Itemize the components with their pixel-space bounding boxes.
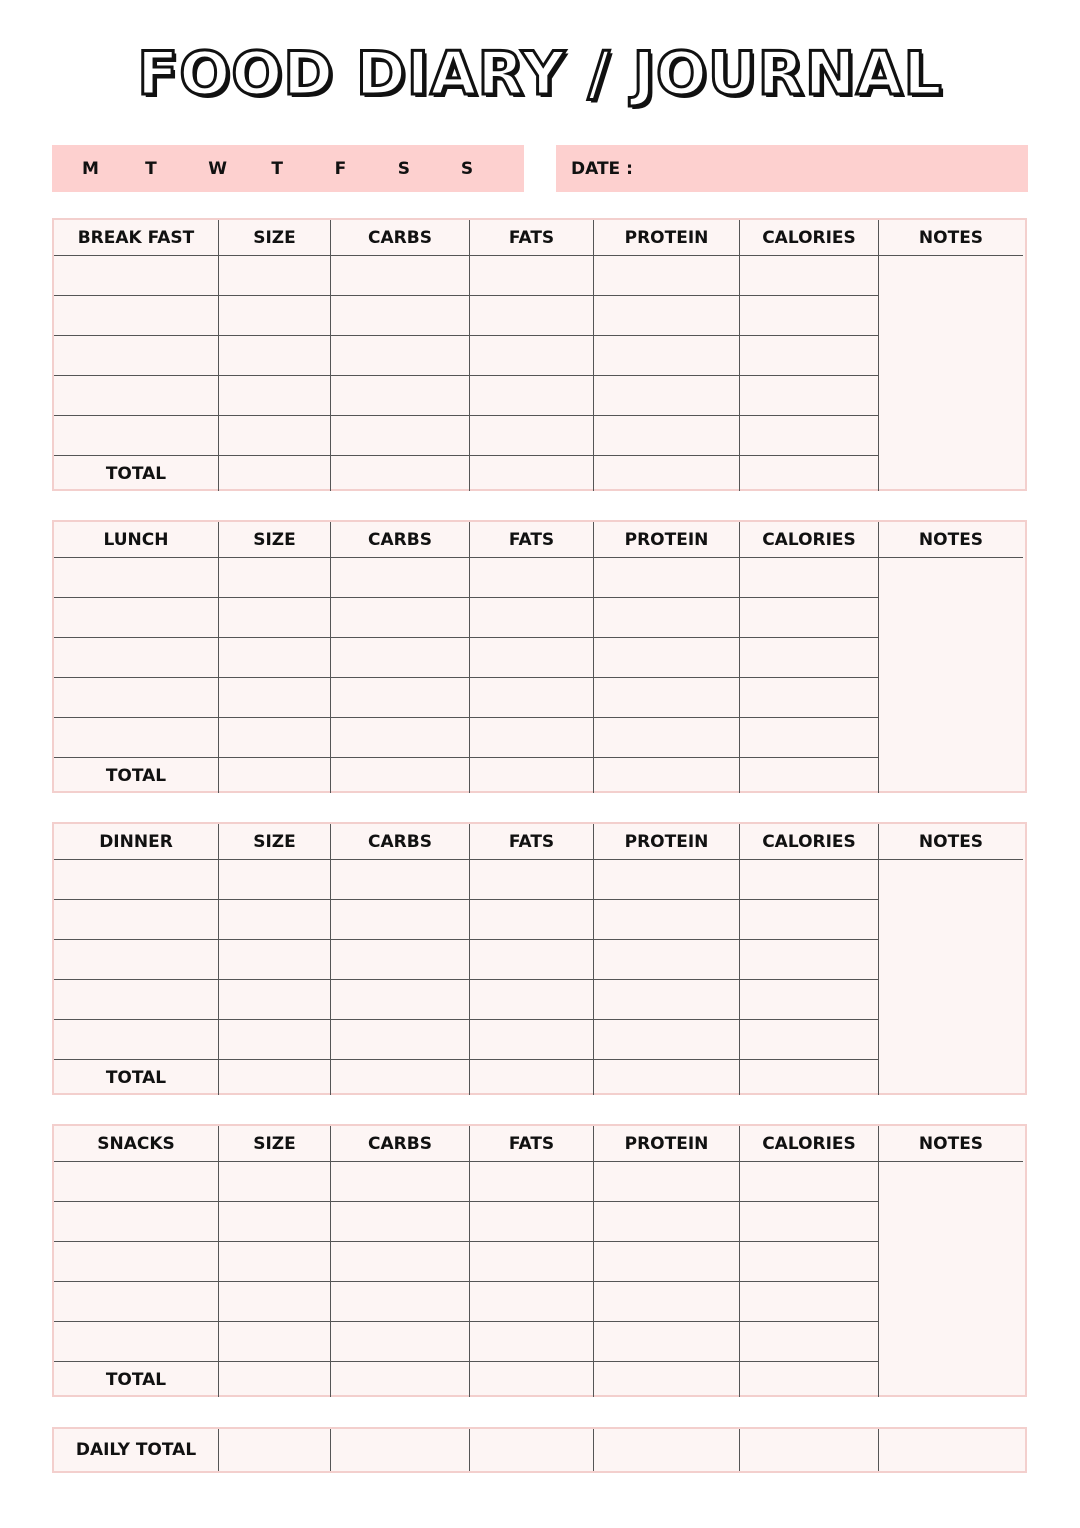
meal-name-header: DINNER bbox=[54, 824, 219, 860]
fats-cell[interactable] bbox=[470, 376, 594, 416]
protein-cell[interactable] bbox=[594, 1242, 740, 1282]
food-entry-cell[interactable] bbox=[54, 256, 219, 296]
protein-cell[interactable] bbox=[594, 678, 740, 718]
daily-total-notes-cell[interactable] bbox=[879, 1429, 1025, 1471]
column-header-fats: FATS bbox=[470, 824, 594, 860]
meal-grid bbox=[54, 522, 1023, 793]
food-entry-cell[interactable] bbox=[54, 638, 219, 678]
protein-cell[interactable] bbox=[594, 416, 740, 456]
calories-cell[interactable] bbox=[740, 1322, 879, 1362]
total-protein-cell[interactable] bbox=[594, 1060, 740, 1095]
food-entry-cell[interactable] bbox=[54, 678, 219, 718]
column-header-calories: CALORIES bbox=[740, 522, 879, 558]
day-monday[interactable]: M bbox=[82, 158, 99, 179]
column-header-notes: NOTES bbox=[879, 1126, 1023, 1162]
protein-cell[interactable] bbox=[594, 336, 740, 376]
calories-cell[interactable] bbox=[740, 900, 879, 940]
carbs-cell[interactable] bbox=[331, 376, 470, 416]
carbs-cell[interactable] bbox=[331, 1242, 470, 1282]
calories-cell[interactable] bbox=[740, 860, 879, 900]
carbs-cell[interactable] bbox=[331, 558, 470, 598]
total-fats-cell[interactable] bbox=[470, 456, 594, 491]
size-cell[interactable] bbox=[219, 1020, 331, 1060]
size-cell[interactable] bbox=[219, 900, 331, 940]
carbs-cell[interactable] bbox=[331, 678, 470, 718]
carbs-cell[interactable] bbox=[331, 1020, 470, 1060]
calories-cell[interactable] bbox=[740, 416, 879, 456]
food-entry-cell[interactable] bbox=[54, 336, 219, 376]
food-entry-cell[interactable] bbox=[54, 1202, 219, 1242]
total-size-cell[interactable] bbox=[219, 1362, 331, 1397]
daily-total-fats-cell[interactable] bbox=[470, 1429, 594, 1471]
calories-cell[interactable] bbox=[740, 598, 879, 638]
carbs-cell[interactable] bbox=[331, 336, 470, 376]
column-header-size: SIZE bbox=[219, 522, 331, 558]
protein-cell[interactable] bbox=[594, 376, 740, 416]
fats-cell[interactable] bbox=[470, 336, 594, 376]
column-header-calories: CALORIES bbox=[740, 824, 879, 860]
column-header-calories: CALORIES bbox=[740, 220, 879, 256]
fats-cell[interactable] bbox=[470, 1020, 594, 1060]
carbs-cell[interactable] bbox=[331, 900, 470, 940]
meal-table-lunch bbox=[52, 520, 1027, 793]
fats-cell[interactable] bbox=[470, 1322, 594, 1362]
fats-cell[interactable] bbox=[470, 678, 594, 718]
carbs-cell[interactable] bbox=[331, 860, 470, 900]
food-entry-cell[interactable] bbox=[54, 1162, 219, 1202]
total-carbs-cell[interactable] bbox=[331, 758, 470, 793]
column-header-calories: CALORIES bbox=[740, 1126, 879, 1162]
protein-cell[interactable] bbox=[594, 1322, 740, 1362]
meal-name-header: LUNCH bbox=[54, 522, 219, 558]
calories-cell[interactable] bbox=[740, 376, 879, 416]
column-header-protein: PROTEIN bbox=[594, 522, 740, 558]
meal-name-header: SNACKS bbox=[54, 1126, 219, 1162]
protein-cell[interactable] bbox=[594, 256, 740, 296]
fats-cell[interactable] bbox=[470, 1242, 594, 1282]
weekday-bar bbox=[52, 145, 524, 192]
page-title: FOOD DIARY / JOURNAL bbox=[137, 39, 943, 109]
size-cell[interactable] bbox=[219, 1282, 331, 1322]
protein-cell[interactable] bbox=[594, 1202, 740, 1242]
daily-total-label: DAILY TOTAL bbox=[54, 1429, 219, 1471]
meal-table-dinner bbox=[52, 822, 1027, 1095]
protein-cell[interactable] bbox=[594, 860, 740, 900]
food-entry-cell[interactable] bbox=[54, 598, 219, 638]
column-header-notes: NOTES bbox=[879, 220, 1023, 256]
calories-cell[interactable] bbox=[740, 1242, 879, 1282]
total-calories-cell[interactable] bbox=[740, 758, 879, 793]
total-label: TOTAL bbox=[54, 758, 219, 793]
column-header-protein: PROTEIN bbox=[594, 220, 740, 256]
calories-cell[interactable] bbox=[740, 336, 879, 376]
fats-cell[interactable] bbox=[470, 416, 594, 456]
fats-cell[interactable] bbox=[470, 638, 594, 678]
calories-cell[interactable] bbox=[740, 980, 879, 1020]
protein-cell[interactable] bbox=[594, 598, 740, 638]
daily-total-row bbox=[52, 1427, 1027, 1473]
calories-cell[interactable] bbox=[740, 1020, 879, 1060]
food-entry-cell[interactable] bbox=[54, 1020, 219, 1060]
date-label: DATE : bbox=[571, 158, 633, 179]
carbs-cell[interactable] bbox=[331, 940, 470, 980]
column-header-protein: PROTEIN bbox=[594, 1126, 740, 1162]
carbs-cell[interactable] bbox=[331, 980, 470, 1020]
size-cell[interactable] bbox=[219, 416, 331, 456]
total-label: TOTAL bbox=[54, 1362, 219, 1397]
column-header-notes: NOTES bbox=[879, 522, 1023, 558]
fats-cell[interactable] bbox=[470, 1162, 594, 1202]
total-fats-cell[interactable] bbox=[470, 758, 594, 793]
protein-cell[interactable] bbox=[594, 900, 740, 940]
food-entry-cell[interactable] bbox=[54, 416, 219, 456]
food-entry-cell[interactable] bbox=[54, 558, 219, 598]
size-cell[interactable] bbox=[219, 598, 331, 638]
fats-cell[interactable] bbox=[470, 1202, 594, 1242]
notes-area[interactable] bbox=[879, 256, 1023, 491]
notes-area[interactable] bbox=[879, 1162, 1023, 1397]
food-entry-cell[interactable] bbox=[54, 1322, 219, 1362]
column-header-fats: FATS bbox=[470, 1126, 594, 1162]
calories-cell[interactable] bbox=[740, 296, 879, 336]
calories-cell[interactable] bbox=[740, 718, 879, 758]
total-fats-cell[interactable] bbox=[470, 1060, 594, 1095]
total-size-cell[interactable] bbox=[219, 456, 331, 491]
size-cell[interactable] bbox=[219, 558, 331, 598]
carbs-cell[interactable] bbox=[331, 296, 470, 336]
total-protein-cell[interactable] bbox=[594, 1362, 740, 1397]
calories-cell[interactable] bbox=[740, 256, 879, 296]
size-cell[interactable] bbox=[219, 1162, 331, 1202]
carbs-cell[interactable] bbox=[331, 638, 470, 678]
food-entry-cell[interactable] bbox=[54, 1282, 219, 1322]
carbs-cell[interactable] bbox=[331, 256, 470, 296]
calories-cell[interactable] bbox=[740, 1162, 879, 1202]
total-label: TOTAL bbox=[54, 1060, 219, 1095]
total-calories-cell[interactable] bbox=[740, 456, 879, 491]
total-protein-cell[interactable] bbox=[594, 456, 740, 491]
food-entry-cell[interactable] bbox=[54, 296, 219, 336]
date-field[interactable] bbox=[556, 145, 1028, 192]
size-cell[interactable] bbox=[219, 336, 331, 376]
food-entry-cell[interactable] bbox=[54, 980, 219, 1020]
size-cell[interactable] bbox=[219, 296, 331, 336]
total-size-cell[interactable] bbox=[219, 1060, 331, 1095]
fats-cell[interactable] bbox=[470, 296, 594, 336]
total-label: TOTAL bbox=[54, 456, 219, 491]
calories-cell[interactable] bbox=[740, 678, 879, 718]
meal-table-breakfast bbox=[52, 218, 1027, 491]
fats-cell[interactable] bbox=[470, 598, 594, 638]
calories-cell[interactable] bbox=[740, 940, 879, 980]
fats-cell[interactable] bbox=[470, 940, 594, 980]
food-entry-cell[interactable] bbox=[54, 376, 219, 416]
protein-cell[interactable] bbox=[594, 1020, 740, 1060]
total-carbs-cell[interactable] bbox=[331, 1060, 470, 1095]
size-cell[interactable] bbox=[219, 980, 331, 1020]
carbs-cell[interactable] bbox=[331, 416, 470, 456]
fats-cell[interactable] bbox=[470, 900, 594, 940]
daily-total-size-cell[interactable] bbox=[219, 1429, 331, 1471]
size-cell[interactable] bbox=[219, 940, 331, 980]
column-header-size: SIZE bbox=[219, 1126, 331, 1162]
carbs-cell[interactable] bbox=[331, 1162, 470, 1202]
total-protein-cell[interactable] bbox=[594, 758, 740, 793]
total-carbs-cell[interactable] bbox=[331, 456, 470, 491]
daily-total-protein-cell[interactable] bbox=[594, 1429, 740, 1471]
size-cell[interactable] bbox=[219, 638, 331, 678]
column-header-carbs: CARBS bbox=[331, 522, 470, 558]
carbs-cell[interactable] bbox=[331, 718, 470, 758]
protein-cell[interactable] bbox=[594, 296, 740, 336]
size-cell[interactable] bbox=[219, 376, 331, 416]
calories-cell[interactable] bbox=[740, 1282, 879, 1322]
fats-cell[interactable] bbox=[470, 558, 594, 598]
notes-area[interactable] bbox=[879, 558, 1023, 793]
meal-grid bbox=[54, 824, 1023, 1095]
column-header-fats: FATS bbox=[470, 522, 594, 558]
food-entry-cell[interactable] bbox=[54, 900, 219, 940]
carbs-cell[interactable] bbox=[331, 1202, 470, 1242]
column-header-notes: NOTES bbox=[879, 824, 1023, 860]
food-entry-cell[interactable] bbox=[54, 718, 219, 758]
day-wednesday[interactable]: W bbox=[208, 158, 228, 179]
protein-cell[interactable] bbox=[594, 980, 740, 1020]
column-header-fats: FATS bbox=[470, 220, 594, 256]
total-fats-cell[interactable] bbox=[470, 1362, 594, 1397]
column-header-carbs: CARBS bbox=[331, 824, 470, 860]
protein-cell[interactable] bbox=[594, 940, 740, 980]
column-header-carbs: CARBS bbox=[331, 1126, 470, 1162]
size-cell[interactable] bbox=[219, 1322, 331, 1362]
daily-total-calories-cell[interactable] bbox=[740, 1429, 879, 1471]
size-cell[interactable] bbox=[219, 860, 331, 900]
total-size-cell[interactable] bbox=[219, 758, 331, 793]
protein-cell[interactable] bbox=[594, 638, 740, 678]
meal-name-header: BREAK FAST bbox=[54, 220, 219, 256]
fats-cell[interactable] bbox=[470, 860, 594, 900]
fats-cell[interactable] bbox=[470, 718, 594, 758]
fats-cell[interactable] bbox=[470, 256, 594, 296]
size-cell[interactable] bbox=[219, 678, 331, 718]
fats-cell[interactable] bbox=[470, 980, 594, 1020]
column-header-carbs: CARBS bbox=[331, 220, 470, 256]
food-entry-cell[interactable] bbox=[54, 860, 219, 900]
notes-area[interactable] bbox=[879, 860, 1023, 1095]
meal-grid bbox=[54, 1126, 1023, 1397]
fats-cell[interactable] bbox=[470, 1282, 594, 1322]
day-sunday[interactable]: S bbox=[460, 158, 474, 179]
size-cell[interactable] bbox=[219, 256, 331, 296]
calories-cell[interactable] bbox=[740, 1202, 879, 1242]
protein-cell[interactable] bbox=[594, 1162, 740, 1202]
total-carbs-cell[interactable] bbox=[331, 1362, 470, 1397]
meal-grid bbox=[54, 220, 1023, 491]
meal-table-snacks bbox=[52, 1124, 1027, 1397]
day-friday[interactable]: F bbox=[334, 158, 347, 179]
food-entry-cell[interactable] bbox=[54, 940, 219, 980]
column-header-protein: PROTEIN bbox=[594, 824, 740, 860]
carbs-cell[interactable] bbox=[331, 1282, 470, 1322]
size-cell[interactable] bbox=[219, 1242, 331, 1282]
day-thursday[interactable]: T bbox=[271, 158, 284, 179]
calories-cell[interactable] bbox=[740, 638, 879, 678]
column-header-size: SIZE bbox=[219, 824, 331, 860]
carbs-cell[interactable] bbox=[331, 1322, 470, 1362]
carbs-cell[interactable] bbox=[331, 598, 470, 638]
total-calories-cell[interactable] bbox=[740, 1362, 879, 1397]
total-calories-cell[interactable] bbox=[740, 1060, 879, 1095]
day-tuesday[interactable]: T bbox=[145, 158, 157, 179]
size-cell[interactable] bbox=[219, 1202, 331, 1242]
food-entry-cell[interactable] bbox=[54, 1242, 219, 1282]
size-cell[interactable] bbox=[219, 718, 331, 758]
daily-total-carbs-cell[interactable] bbox=[331, 1429, 470, 1471]
protein-cell[interactable] bbox=[594, 1282, 740, 1322]
protein-cell[interactable] bbox=[594, 718, 740, 758]
column-header-size: SIZE bbox=[219, 220, 331, 256]
calories-cell[interactable] bbox=[740, 558, 879, 598]
protein-cell[interactable] bbox=[594, 558, 740, 598]
day-saturday[interactable]: S bbox=[397, 158, 410, 179]
